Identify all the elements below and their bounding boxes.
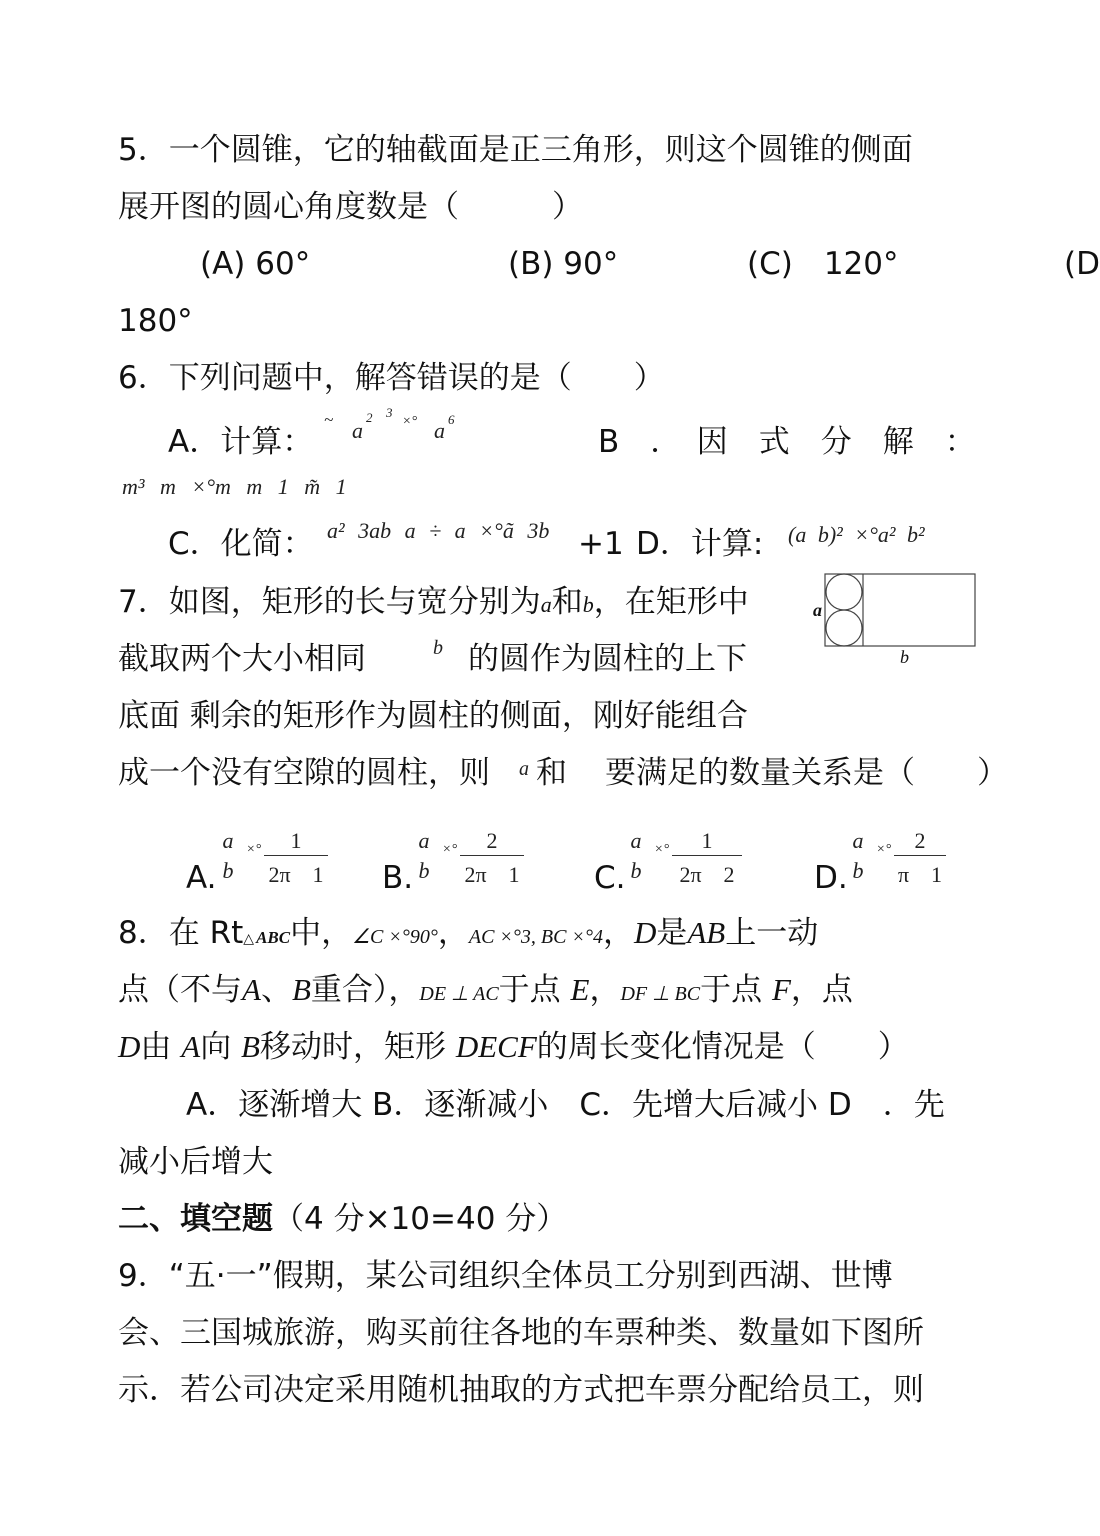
- rhs-den: 2π 1: [268, 862, 324, 887]
- q7-option-d-eq: ×°: [876, 842, 892, 857]
- rhs-num: 2: [486, 828, 498, 853]
- q6-a-result: a: [434, 418, 445, 443]
- q7-text-1b: ，在矩形中: [593, 584, 749, 620]
- q8-text-2c: 于点: [498, 972, 561, 1008]
- q7-var-a: a: [540, 592, 552, 617]
- q8-text-2f: ，点: [790, 972, 853, 1008]
- q7-option-a-label: A.: [186, 860, 217, 896]
- q6-option-a-label: A．计算：: [168, 424, 314, 460]
- fraction-bar: [894, 855, 946, 856]
- q6-option-b-label: B ． 因 式 分 解 ：: [598, 424, 976, 460]
- q7-figure-label-a: a: [813, 600, 822, 620]
- q8-text-1d: 上一动: [725, 915, 819, 951]
- q8-text-3c: 移动时，矩形: [259, 1029, 446, 1065]
- q9-line3: 示．若公司决定采用随机抽取的方式把车票分配给员工，则: [118, 1372, 924, 1408]
- q8-segment-ab: AB: [687, 915, 726, 950]
- q5-line2: 展开图的圆心角度数是（ ）: [118, 189, 583, 225]
- q8-point-b-2: B: [241, 1029, 260, 1064]
- q8-text-2a: 点（不与: [118, 972, 242, 1008]
- q8-sep: 、: [260, 972, 292, 1008]
- q7-option-d-lhs: [850, 828, 866, 888]
- q7-option-b-eq: ×°: [442, 842, 458, 857]
- q8-options: A．逐渐增大 B．逐渐减小 C．先增大后减小 D ．先: [186, 1087, 945, 1123]
- q6-line1: 6．下列问题中，解答错误的是（ ）: [118, 360, 665, 396]
- rhs-den: 2π 1: [464, 862, 520, 887]
- rhs-den: π 1: [897, 862, 943, 887]
- q9-line2: 会、三国城旅游，购买前往各地的车票种类、数量如下图所: [118, 1315, 924, 1351]
- q8-point-a: A: [242, 972, 261, 1007]
- q7-var-b: b: [582, 592, 594, 617]
- q7-option-a-rhs: [264, 828, 328, 888]
- q8-rect-decf: DECF: [455, 1029, 537, 1064]
- q7-line4-var-a: a: [519, 758, 529, 780]
- q6-a-result-exp: 6: [448, 412, 455, 427]
- bottom-circle: [826, 610, 862, 646]
- q5-option-c: (C) 120°: [747, 246, 899, 282]
- q6-a-exp2: 3: [386, 405, 393, 420]
- fraction-bar: [460, 855, 524, 856]
- q6-a-base: a: [352, 418, 363, 443]
- q8-point-f: F: [771, 972, 791, 1007]
- q8-point-b: B: [291, 972, 311, 1007]
- q8-angle: ∠C ×°90°: [352, 926, 438, 948]
- lhs-den: b: [852, 858, 864, 883]
- rhs-num: 1: [701, 828, 713, 853]
- q8-line3: [118, 1027, 909, 1067]
- q7-figure-label-b: b: [900, 647, 909, 667]
- q9-line1: 9．“五·一”假期，某公司组织全体员工分别到西湖、世博: [118, 1258, 893, 1294]
- q8-abc: ABC: [256, 928, 291, 947]
- section2-score: （4 分×10=40 分）: [273, 1201, 568, 1237]
- q7-option-d-label: D.: [814, 860, 848, 896]
- q8-point-d-2: D: [118, 1029, 141, 1064]
- q7-option-b-lhs: [416, 828, 432, 888]
- q8-point-e: E: [570, 972, 590, 1007]
- lhs-num: a: [222, 828, 234, 853]
- q8-comma: ，: [437, 915, 469, 951]
- q8-text-3b: 向: [200, 1029, 232, 1065]
- q6-option-b-expr: m³ m ×°m m 1 m̃ 1: [122, 474, 347, 499]
- q8-df-perp: DF ⊥ BC: [620, 983, 701, 1005]
- rhs-num: 2: [914, 828, 926, 853]
- q8-point-d: D: [633, 915, 657, 950]
- q8-text-3d: 的周长变化情况是（ ）: [536, 1029, 909, 1065]
- q7-option-b-label: B.: [382, 860, 414, 896]
- q8-is: 是: [656, 915, 688, 951]
- q7-option-b-rhs: [460, 828, 524, 888]
- q7-option-a-eq: ×°: [246, 842, 262, 857]
- q6-option-c-tail: +1: [578, 526, 624, 562]
- lhs-den: b: [630, 858, 642, 883]
- q6-option-c-label: C．化简：: [168, 526, 314, 562]
- q7-line2-var-b: b: [433, 637, 443, 659]
- q8-line1: [118, 913, 818, 959]
- q7-line4b: 要满足的数量关系是（ ）: [605, 755, 1008, 791]
- q5-option-d-value: 180°: [118, 303, 193, 339]
- q8-de-perp: DE ⊥ AC: [419, 983, 499, 1005]
- q6-a-tilde: ~: [324, 410, 334, 429]
- lhs-den: b: [418, 858, 430, 883]
- q8-text-2d: ，: [589, 972, 621, 1008]
- q7-option-c-eq: ×°: [654, 842, 670, 857]
- lhs-den: b: [222, 858, 234, 883]
- q6-option-c-expr: a² 3ab a ÷ a ×°ã 3b: [327, 518, 550, 543]
- q5-option-b: (B) 90°: [508, 246, 619, 282]
- q6-option-d-label: D．计算:: [636, 526, 764, 562]
- q8-point-a-2: A: [181, 1029, 201, 1064]
- rhs-den: 2π 2: [679, 862, 735, 887]
- rhs-num: 1: [290, 828, 302, 853]
- q7-option-c-lhs: [628, 828, 644, 888]
- section2-title: 二、填空题: [118, 1201, 273, 1237]
- q7-line2b: 的圆作为圆柱的上下: [468, 641, 747, 677]
- q8-text-2e: 于点: [700, 972, 763, 1008]
- q7-and: 和: [551, 584, 583, 620]
- q8-line2: [118, 970, 853, 1014]
- q7-line3: 底面 剩余的矩形作为圆柱的侧面，刚好能组合: [118, 698, 748, 734]
- q6-a-eq: ×°: [402, 414, 418, 429]
- q7-line4-and: 和: [536, 755, 567, 791]
- top-circle: [826, 574, 862, 610]
- lhs-num: a: [630, 828, 642, 853]
- q7-line1: [118, 582, 749, 625]
- q6-option-d-expr: (a b)² ×°a² b²: [788, 522, 925, 547]
- triangle-symbol: △: [243, 931, 255, 947]
- q7-line4a: 成一个没有空隙的圆柱，则: [118, 755, 490, 791]
- q5-option-d: (D: [1064, 246, 1100, 282]
- q7-option-c-label: C.: [594, 860, 626, 896]
- q7-line2a: 截取两个大小相同: [118, 641, 366, 677]
- q5-line1: 5．一个圆锥，它的轴截面是正三角形，则这个圆锥的侧面: [118, 132, 913, 168]
- q7-option-d-rhs: [894, 828, 946, 888]
- q8-text-1a: 8．在 Rt: [118, 915, 244, 951]
- q8-text-1b: 中，: [290, 915, 353, 951]
- fraction-bar: [264, 855, 328, 856]
- q7-option-c-rhs: [672, 828, 742, 888]
- lhs-num: a: [418, 828, 430, 853]
- lhs-num: a: [852, 828, 864, 853]
- q7-figure: [812, 570, 982, 685]
- q8-options-cont: 减小后增大: [118, 1144, 273, 1180]
- rectangle-circles-diagram: [812, 570, 982, 685]
- q8-text-3a: 由: [140, 1029, 172, 1065]
- q7-option-a-lhs: [220, 828, 236, 888]
- section2-heading: [118, 1199, 567, 1239]
- fraction-bar: [672, 855, 742, 856]
- q6-a-exp: 2: [366, 410, 373, 425]
- q8-text-1c: ，: [602, 915, 634, 951]
- q7-text-1a: 7．如图，矩形的长与宽分别为: [118, 584, 541, 620]
- q5-option-a: (A) 60°: [200, 246, 311, 282]
- q8-sides: AC ×°3, BC ×°4: [468, 926, 603, 948]
- q8-text-2b: 重合），: [310, 972, 420, 1008]
